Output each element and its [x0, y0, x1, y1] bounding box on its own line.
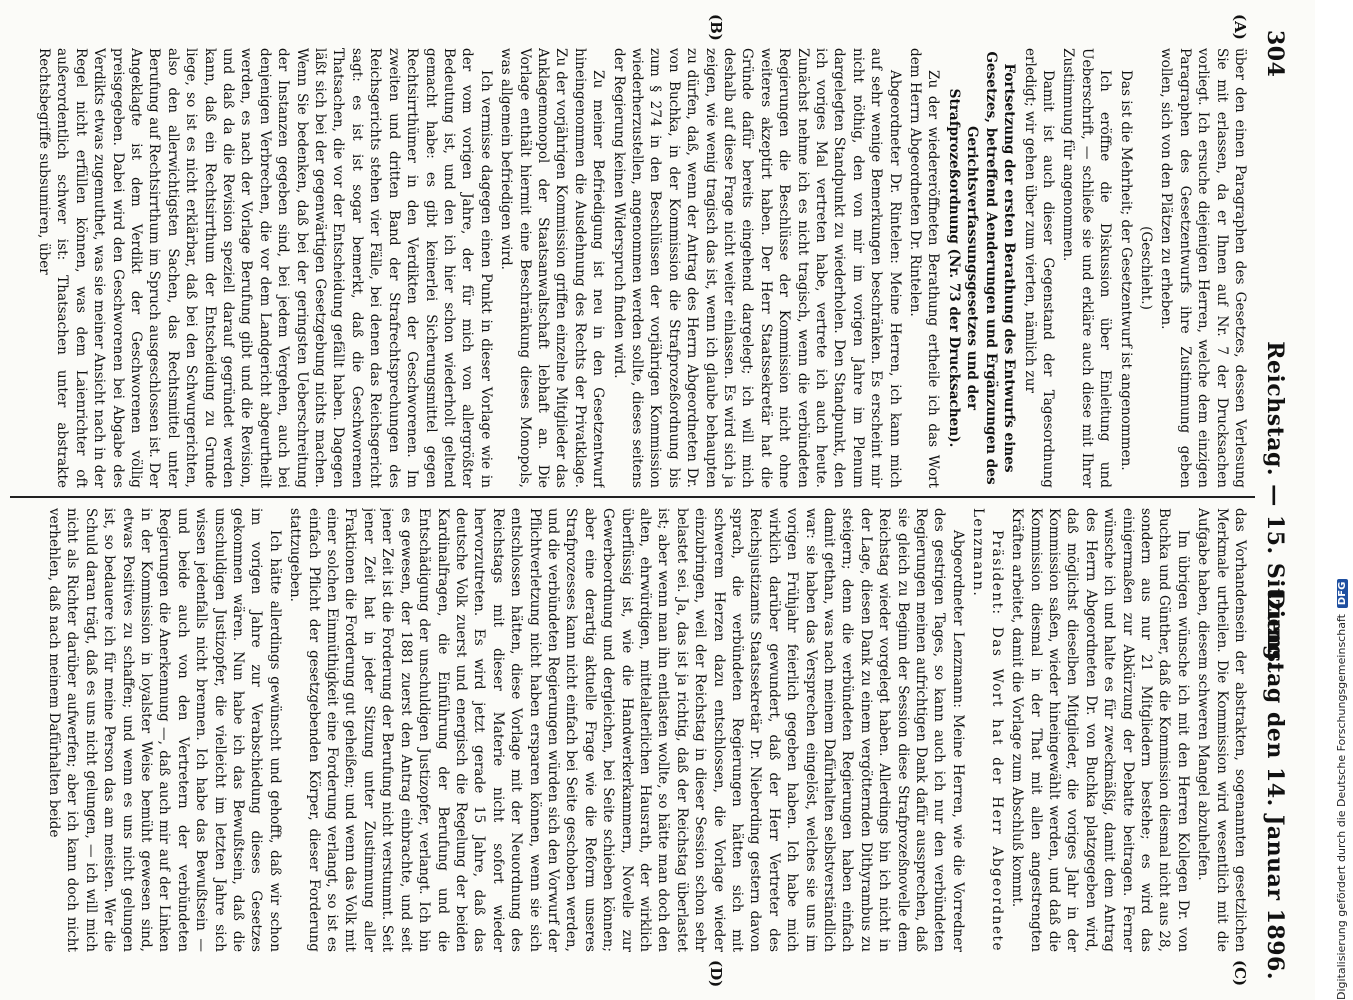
speech-paragraph: Abgeordneter Lenzmann: Meine Herren, wie die Vorredner des gestrigen Tages, so kann auch ich nur den verbündeten Regierungen meinen aufrichtigen Dank dafür aussprechen, daß sie gleich zu Beginn der Session diese Strafprozeßnovelle dem Reichstag wieder vorgelegt haben. Allerdings bin ich nicht in der Lage, diesen Dank zu einem vergötternden Dithyrambus zu steigern; denn die verbündeten Regierungen haben einfach damit gethan, was nach meinem Dafürhalten selbstverständlich war: sie haben das Versprechen eingelöst, welches sie uns im vorigen Frühjahr feierlich gegeben haben. Ich habe mich wirklich darüber gewundert, daß der Herr Vertreter des Reichsjustizamts Staatssekretär Dr. Nieberding gestern davon sprach, die verbündeten Regierungen hätten sich mit schwerem Herzen dazu entschlossen, die Vorlage wieder einzubringen, weil der Reichstag in dieser Session schon sehr belastet sei. Ja, das ist ja richtig, daß der Reichstag überlastet ist; aber wenn man ihn entlasten wollte, so hätte man doch den alten, ehrwürdigen, mittelalterlichen Hausrath, der wirklich überflüssig ist, wie die Handwerkerkammern, Novelle zur Gewerbeordnung und dergleichen, bei Seite schieben können; aber eine derartig aktuelle Frage wie die Reform unseres Strafprozesses kann nicht einfach bei Seite geschoben werden, und die verbündeten Regierungen würden sich den Vorwurf der Pflichtverletzung nicht haben ersparen können, wenn sie sich entschlossen hätten, diese Vorlage mit der Neuordnung des Reichstags mit dieser Materie nicht sofort wieder hervorzutreten. Es wird jetzt gerade 15 Jahre, daß das deutsche Volk zuerst und energisch die Regelung der beiden Kardinalfragen, die Einführung der Berufung und die Entschädigung der unschuldigen Justizopfer, verlangt. Ich bin es gewesen, der 1881 zuerst den Antrag einbrachte, und seit jener Zeit ist die Forderung der Berufung nicht verstummt. Seit jener Zeit hat in jeder Sitzung unter Zustimmung aller Fraktionen die Forderung gut geheißen; und wenn das Volk mit einer solchen Einmüthigkeit eine Forderung verlangt, so ist es einfach Pflicht der gesetzgebenden Körper, dieser Forderung stattzugeben.	[287, 508, 966, 952]
paragraph: das Vorhandensein der abstrakten, sogenannten gesetzlichen Merkmale urtheilen. Die Kommission wird wesentlich mit die Aufgabe haben, diesem schweren Mangel abzuhelfen.	[1195, 508, 1248, 952]
margin-marker-a: (A)	[1231, 14, 1249, 40]
page-number: 304	[1262, 30, 1288, 78]
left-column	[8, 48, 1249, 488]
paragraph: Das ist die Mehrheit; der Gesetzentwurf ist angenommen.	[1117, 70, 1134, 471]
page-header	[1257, 30, 1293, 980]
column-divider	[10, 496, 1255, 498]
dfg-logo: DFG	[1337, 579, 1348, 608]
paragraph: Ich vermisse dagegen einen Punkt in dieser Vorlage wie in der vom vorigen Jahre, der für mich von allergrößter Bedeutung ist, und den ich hier schon wiederholt geltend gemacht habe: es gibt keinerlei Sicherungsmittel gegen Rechtsirrthümer in den Verdikten der Geschworenen. Im zweiten und dritten Band der Strafrechtsprechungen des Reichsgerichts stehen vier Fälle, bei denen das Reichsgericht sagt: es ist ist sogar bemerkt, daß die Geschworenen Thatsachen, die vor der Entscheidung gefällt haben. Dagegen läßt sich bei der gegenwärtigen Gesetzgebung nichts machen. Wenn Sie bedenken, daß bei der geringsten Ueberschreitung der Instanzen gegeben sind, bei jedem Vergehen, auch bei denjenigen Verbrechen, die vor dem Landgericht abgeurtheilt werden, es nach der Vorlage Berufung gibt und die Revision, und daß da die Revision speziell darauf gegründet werden kann, daß ein Rechtsirrthum der Entscheidung zu Grunde liege, so ist es nicht erklärbar, daß bei den Schwurgerichten, also den allerwichtigsten Sachen, das Rechtsmittel unter Berufung auf Rechtsirrthum im Spruch ausgeschlossen ist. Der Angeklagte ist dem Verdikt der Geschworenen völlig preisgegeben. Dabei wird den Geschworenen bei Abgabe des Verdikts etwas zugemuthet, was sie meiner Ansicht nach in der Regel nicht erfüllen können, was dem Laienrichter oft außerordentlich schwer ist: Thatsachen unter abstrakte Rechtsbegriffe subsumiren, über	[36, 48, 494, 488]
margin-marker-d: (D)	[707, 960, 725, 988]
margin-marker-b: (B)	[707, 14, 725, 41]
paragraph: Zu meiner Befriedigung ist neu in den Gesetzentwurf hineingenommen die Ausdehnung des Rechts der Privatklage. Zu der vorjährigen Kommission griffen einzelne Mitglieder das Anklagemonopol der Staatsanwaltschaft lebhaft an. Die Vorlage enthält hiermit eine Beschränkung dieses Monopols, was allgemein befriedigen wird.	[498, 48, 607, 488]
president-remark: Präsident: Das Wort hat der Herr Abgeordnete Lenzmann.	[970, 508, 1005, 952]
paragraph: Ich hätte allerdings gewünscht und gehofft, daß wir schon im vorigen Jahre zur Verabschiedung dieses Gesetzes gekommen wären. Nun habe ich das Bewußtsein, daß die unschuldigen Justizopfer, die vielleicht im letzten Jahre sich wissen jedenfalls nicht brennen. Ich habe das Bewußtsein — und beide auch von den Vertretern der verbündeten Regierungen die Anerkennung —, daß auch mir auf der Linken in der Kommission in loyalster Weise bemüht gewesen sind, etwas Positives zu schaffen; und wenn es uns nicht gelungen ist, so bedauere ich für meine Person das am meisten. Wer die Schuld daran trägt, daß es uns nicht gelungen, — ich will mich nicht als Richter darüber aufwerfen; aber ich kann doch nicht verhehlen, daß nach meinem Dafürhalten beide	[46, 508, 283, 952]
speech-paragraph: Abgeordneter Dr. Rintelen: Meine Herren, ich kann mich auf sehr wenige Bemerkungen beschränken. Es erscheint mir nicht nöthig, den von mir im vorigen Jahre im Plenum dargelegten Standpunkt zu wiederholen. Den Standpunkt, den ich voriges Mal vertreten habe, vertrete ich auch heute. Zunächst nehme ich es nicht tragisch, wenn die verbündeten Regierungen die Beschlüsse der Kommission nicht ohne weiteres akzeptirt haben. Der Herr Staatssekretär hat die Gründe dafür bereits eingehend dargelegt; ich will mich deshalb auf diese Frage nicht weiter einlassen. Es wird sich ja zeigen, wie wenig tragisch das ist, wenn ich glaube behaupten zu dürfen, daß, wenn der Antrag des Herrn Abgeordneten Dr. von Buchka, in der Kommission die Strafprozeßordnung bis zum § 274 in den Beschlüssen der vorjährigen Kommission wiederherzustellen, angenommen werden sollte, dieses seitens der Regierung keinen Widerspruch finden wird.	[610, 48, 903, 488]
digitization-credit	[1335, 0, 1348, 1000]
stage-direction: (Geschieht.)	[1137, 226, 1154, 310]
session-date: Dienstag den 14. Januar 1896.	[1262, 590, 1288, 980]
running-title: Reichstag. — 15. Sitzung.	[1262, 341, 1288, 669]
paragraph: Damit ist auch dieser Gegenstand der Tagesordnung erledigt; wir gehen über zum vierten, nämlich zur	[1021, 48, 1056, 488]
paragraph: Ich eröffne die Diskussion über Einleitung und Ueberschrift, — schließe sie und erkläre auch diese mit Ihrer Zustimmung für angenommen.	[1060, 48, 1114, 488]
margin-marker-c: (C)	[1231, 960, 1249, 987]
right-column	[8, 508, 1249, 952]
paragraph: Im übrigen wünsche ich mit den Herren Kollegen Dr. von Buchka und Günther, daß die Kommission diesmal nicht aus 28, sondern aus nur 21 Mitgliedern bestehe; es wird das einigermaßen zur Abkürzung der Debatte beitragen. Ferner wünsche ich und halte es für zweckmäßig, damit dem Antrag des Herrn Abgeordneten Dr. von Buchka platzgegeben wird, daß möglichst dieselben Mitglieder, die voriges Jahr in der Kommission saßen, wieder hineingewählt werden, und daß die Kommission diesmal in der That mit allen angestrengten Kräften arbeitet, damit die Vorlage zum Abschluß kommt.	[1009, 508, 1191, 952]
agenda-item-heading: Fortsetzung der ersten Berathung des Entwurfs eines Gesetzes, betreffend Aenderungen und Ergänzungen des Gerichtsverfassungsgesetzes und der Strafprozeßordnung (Nr. 73 der Drucksachen).	[945, 51, 1018, 485]
credit-text: Digitalisierung gefördert durch die Deutsche Forschungsgemeinschaft	[1335, 614, 1348, 1000]
paragraph: über den einen Paragraphen des Gesetzes, dessen Verlesung Sie mit erlassen, da er Ihnen auf Nr. 7 der Drucksachen vorliegt. Ich ersuche diejenigen Herren, welche dem einzigen Paragraphen des Gesetzentwurfs ihre Zustimmung geben wollen, sich von den Plätzen zu erheben.	[1158, 48, 1248, 488]
paragraph: Zu der wiedereröffneten Berathung ertheile ich das Wort dem Herrn Abgeordneten Dr. Rintelen.	[907, 48, 942, 488]
